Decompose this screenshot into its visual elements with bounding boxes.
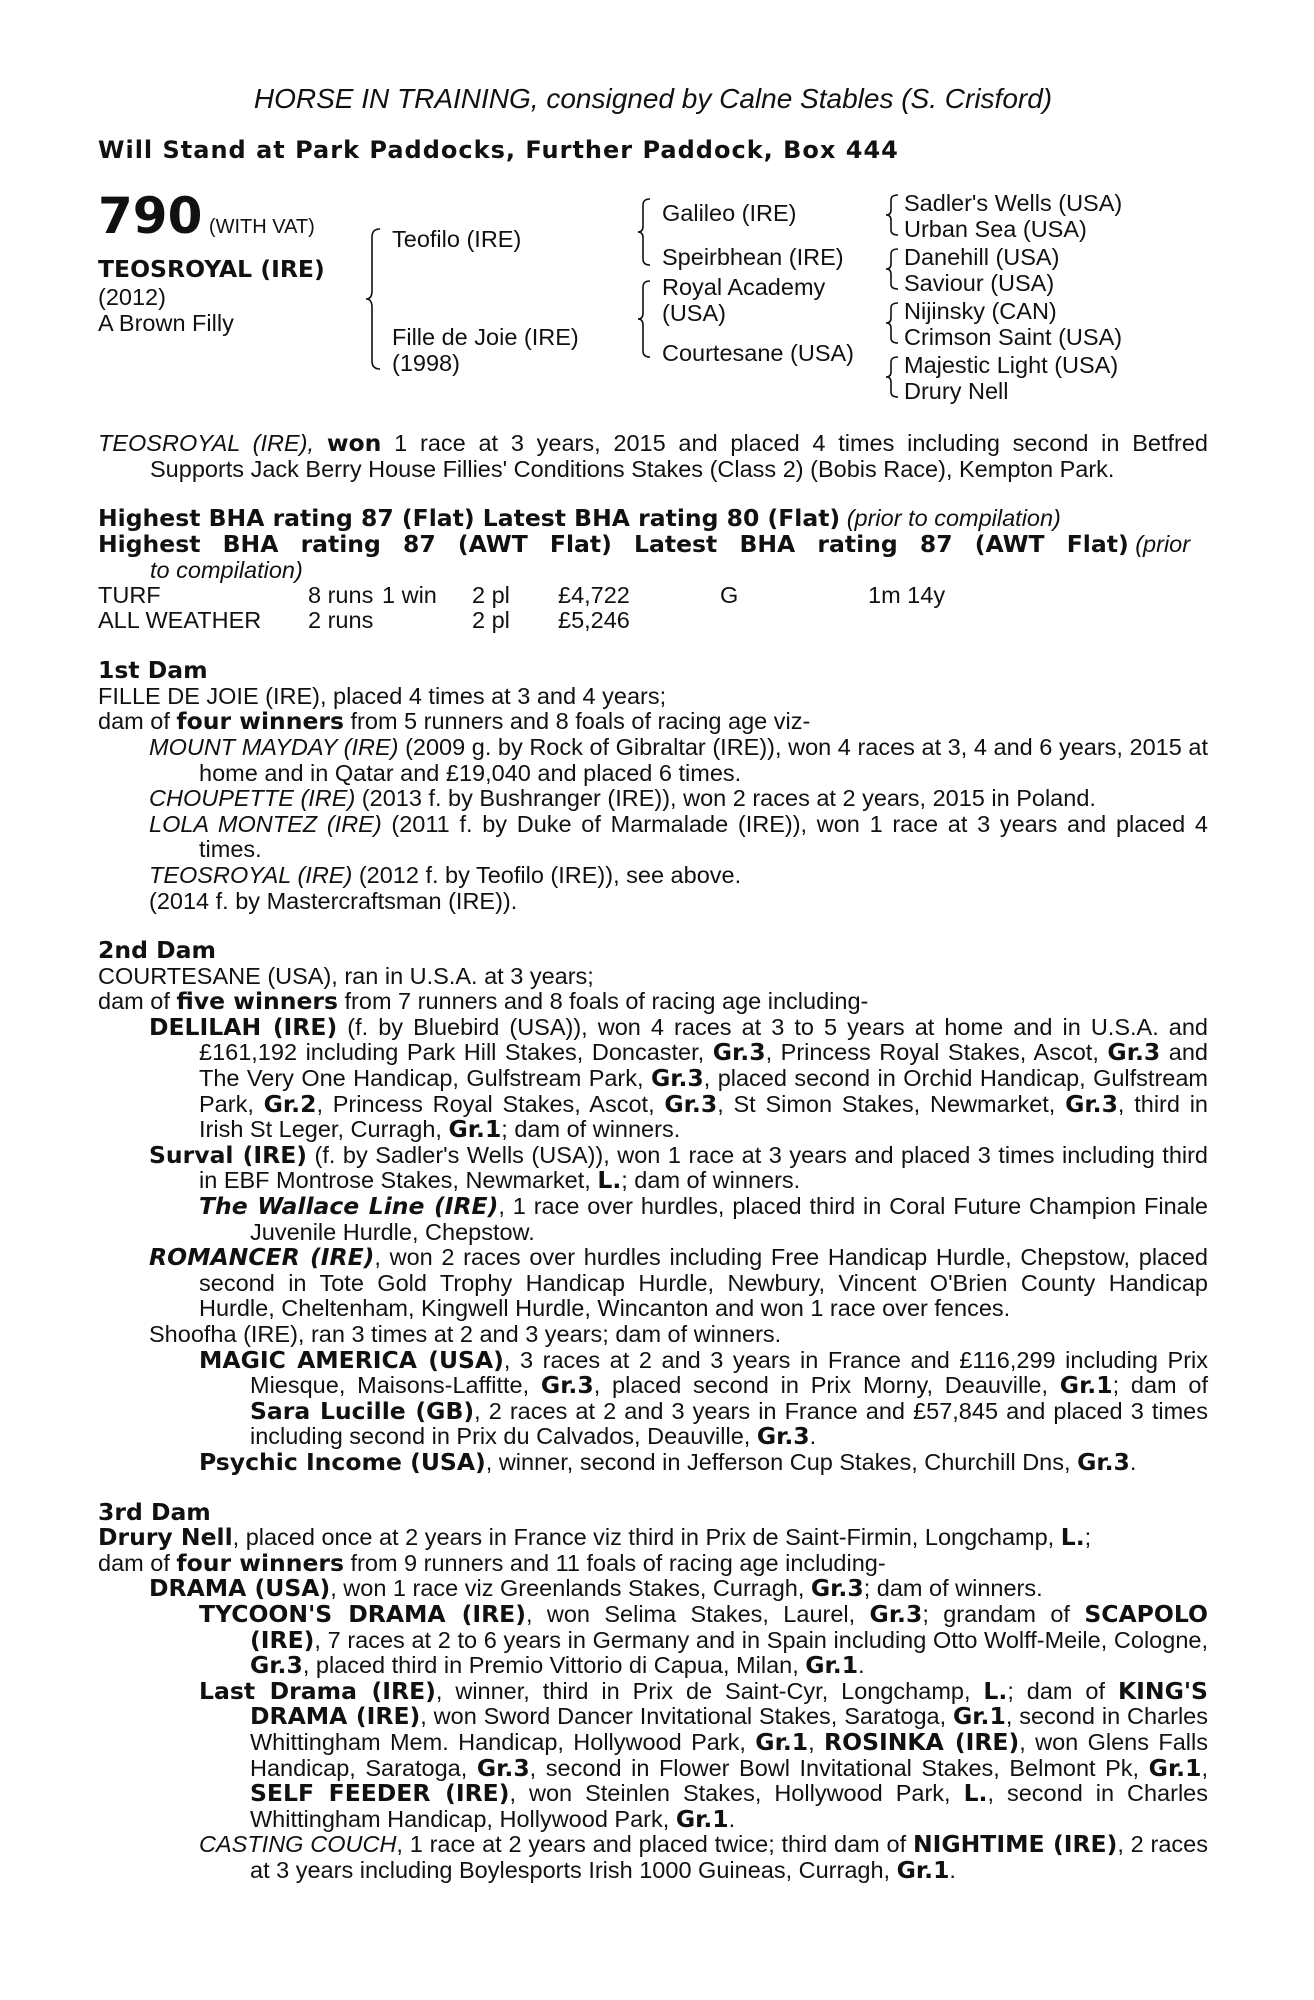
- vat-note: (WITH VAT): [208, 216, 315, 239]
- brace-4c: [886, 301, 900, 345]
- dd-sire: Majestic Light (USA): [904, 352, 1119, 379]
- first-dam-section: [98, 658, 1208, 914]
- brace-4a: [886, 193, 900, 237]
- produce-entry: TYCOON'S DRAMA (IRE), won Selima Stakes, Laurel, Gr.3; grandam of SCAPOLO (IRE), 7 races at 2 to 6 years in Germany and in Spain including Otto Wolff-Meile, Cologne, Gr.3, placed third in Premio Vittorio di Capua, Milan, Gr.1.: [199, 1599, 1209, 1680]
- lot-number: 790: [98, 187, 203, 246]
- awt-rating: Highest BHA rating 87 (AWT Flat) Latest BHA rating 87 (AWT Flat) (prior to compilation): [98, 529, 1191, 583]
- dam-sire-country: (USA): [662, 300, 726, 327]
- runs-wins: 1 win: [382, 582, 437, 609]
- produce-entry: LOLA MONTEZ (IRE) (2011 f. by Duke of Marmalade (IRE)), won 1 race at 3 years and placed 4 times.: [149, 810, 1208, 863]
- ds-sire: Nijinsky (CAN): [904, 298, 1057, 325]
- runs-money: £5,246: [558, 607, 630, 634]
- third-dam-produce: dam of four winners from 9 runners and 11 foals of racing age including-: [98, 1548, 886, 1577]
- runs-placed: 2 pl: [472, 582, 510, 609]
- foaling-year: (2012): [98, 284, 166, 311]
- dam-parents-brace: [638, 279, 652, 359]
- ss-sire: Sadler's Wells (USA): [904, 190, 1123, 217]
- sire-dam-brace: [366, 227, 382, 371]
- brace-4d: [886, 355, 900, 399]
- produce-entry: TEOSROYAL (IRE) (2012 f. by Teofilo (IRE)), see above.: [149, 861, 742, 888]
- horse-description: A Brown Filly: [98, 310, 234, 337]
- ratings-block: [98, 506, 1208, 634]
- ss-dam: Urban Sea (USA): [904, 216, 1087, 243]
- ds-dam: Crimson Saint (USA): [904, 324, 1123, 351]
- produce-entry: Psychic Income (USA), winner, second in Jefferson Cup Stakes, Churchill Dns, Gr.3.: [199, 1447, 1137, 1476]
- produce-entry: MAGIC AMERICA (USA), 3 races at 2 and 3 years in France and £116,299 including Prix Miesque, Maisons-Laffitte, Gr.3, placed second in Prix Morny, Deauville, Gr.1; dam of Sara Lucille (GB), 2 races at 2 and 3 years in France and £57,845 and placed 3 times including second in Prix du Calvados, Deauville, Gr.3.: [199, 1345, 1208, 1451]
- runs-going: G: [720, 582, 739, 609]
- second-dam-section: [98, 938, 1208, 1475]
- produce-entry: CHOUPETTE (IRE) (2013 f. by Bushranger (IRE)), won 2 races at 2 years, 2015 in Poland.: [149, 785, 1096, 812]
- pedigree-block: [98, 187, 1208, 431]
- runs-surface: TURF: [98, 582, 161, 609]
- produce-entry: DELILAH (IRE) (f. by Bluebird (USA)), won 4 races at 3 to 5 years at home and in U.S.A. and £161,192 including Park Hill Stakes, Doncaster, Gr.3, Princess Royal Stakes, Ascot, Gr.3 and The Very One Handicap, Gulfstream Park, Gr.3, placed second in Orchid Handicap, Gulfstream Park, Gr.2, Princess Royal Stakes, Ascot, Gr.3, St Simon Stakes, Newmarket, Gr.3, third in Irish St Leger, Curragh, Gr.1; dam of winners.: [149, 1012, 1208, 1144]
- first-dam-line: FILLE DE JOIE (IRE), placed 4 times at 3 and 4 years;: [98, 682, 667, 709]
- runs-money: £4,722: [558, 582, 630, 609]
- dd-dam: Drury Nell: [904, 378, 1009, 405]
- runs-placed: 2 pl: [472, 607, 510, 634]
- catalogue-page: [98, 80, 1208, 1883]
- produce-entry: CASTING COUCH, 1 race at 2 years and placed twice; third dam of NIGHTIME (IRE), 2 races at 3 years including Boylesports Irish 1000 Guineas, Curragh, Gr.1.: [199, 1830, 1208, 1884]
- third-dam-heading: 3rd Dam: [98, 1497, 211, 1526]
- produce-entry: The Wallace Line (IRE), 1 race over hurdles, placed third in Coral Future Champion Finale Juvenile Hurdle, Chepstow.: [199, 1192, 1208, 1245]
- second-dam-heading: 2nd Dam: [98, 936, 216, 965]
- race-summary: TEOSROYAL (IRE), won 1 race at 3 years, 2015 and placed 4 times including second in Betfred Supports Jack Berry House Fillies' Conditions Stakes (Class 2) (Bobis Race), Kempton Park.: [98, 429, 1208, 482]
- consignor-header: HORSE IN TRAINING, consigned by Calne Stables (S. Crisford): [253, 83, 1053, 114]
- stand-location: Will Stand at Park Paddocks, Further Paddock, Box 444: [98, 135, 899, 164]
- third-dam-line: Drury Nell, placed once at 2 years in France viz third in Prix de Saint-Firmin, Longchamp, L.;: [98, 1523, 1092, 1552]
- runs-count: 8 runs: [308, 582, 374, 609]
- produce-entry: MOUNT MAYDAY (IRE) (2009 g. by Rock of Gibraltar (IRE)), won 4 races at 3, 4 and 6 years, 2015 at home and in Qatar and £19,040 and placed 6 times.: [149, 733, 1208, 786]
- runs-count: 2 runs: [308, 607, 374, 634]
- sire-parents-brace: [638, 197, 652, 267]
- sd-dam: Saviour (USA): [904, 270, 1055, 297]
- third-dam-section: [98, 1497, 1209, 1884]
- dam-sire: Royal Academy: [662, 274, 826, 301]
- runs-table: [98, 583, 1208, 634]
- second-dam-line: COURTESANE (USA), ran in U.S.A. at 3 years;: [98, 962, 594, 989]
- produce-entry: Last Drama (IRE), winner, third in Prix de Saint-Cyr, Longchamp, L.; dam of KING'S DRAMA (IRE), won Sword Dancer Invitational Stakes, Saratoga, Gr.1, second in Charles Whittingham Mem. Handicap, Hollywood Park, Gr.1, ROSINKA (IRE), won Glens Falls Handicap, Saratoga, Gr.3, second in Flower Bowl Invitational Stakes, Belmont Pk, Gr.1, SELF FEEDER (IRE), won Steinlen Stakes, Hollywood Park, L., second in Charles Whittingham Handicap, Hollywood Park, Gr.1.: [199, 1676, 1208, 1833]
- flat-rating: Highest BHA rating 87 (Flat) Latest BHA rating 80 (Flat) (prior to compilation): [98, 504, 1061, 533]
- produce-entry: Surval (IRE) (f. by Sadler's Wells (USA)), won 1 race at 3 years and placed 3 times including third in EBF Montrose Stakes, Newmarket, L.; dam of winners.: [149, 1140, 1208, 1195]
- first-dam-heading: 1st Dam: [98, 656, 208, 685]
- horse-name: TEOSROYAL (IRE): [98, 255, 325, 284]
- first-dam-produce: dam of four winners from 5 runners and 8 foals of racing age viz-: [98, 707, 811, 736]
- second-dam-produce: dam of five winners from 7 runners and 8 foals of racing age including-: [98, 987, 869, 1016]
- runs-surface: ALL WEATHER: [98, 607, 262, 634]
- brace-4b: [886, 247, 900, 291]
- produce-entry: Shoofha (IRE), ran 3 times at 2 and 3 years; dam of winners.: [149, 1321, 782, 1347]
- dam-year: (1998): [392, 350, 460, 377]
- sire-sire: Galileo (IRE): [662, 200, 797, 227]
- runs-distance: 1m 14y: [868, 582, 946, 609]
- sire: Teofilo (IRE): [392, 226, 522, 253]
- produce-entry: ROMANCER (IRE), won 2 races over hurdles including Free Handicap Hurdle, Chepstow, placed second in Tote Gold Trophy Handicap Hurdle, Newbury, Vincent O'Brien County Handicap Hurdle, Cheltenham, Kingwell Hurdle, Wincanton and won 1 race over fences.: [149, 1243, 1209, 1322]
- sd-sire: Danehill (USA): [904, 244, 1060, 271]
- sire-dam: Speirbhean (IRE): [662, 244, 844, 271]
- dam-dam: Courtesane (USA): [662, 340, 854, 367]
- dam: Fille de Joie (IRE): [392, 324, 579, 351]
- produce-entry: (2014 f. by Mastercraftsman (IRE)).: [149, 887, 518, 914]
- lot-number-line: [98, 187, 315, 246]
- produce-entry: DRAMA (USA), won 1 race viz Greenlands Stakes, Curragh, Gr.3; dam of winners.: [149, 1574, 1043, 1603]
